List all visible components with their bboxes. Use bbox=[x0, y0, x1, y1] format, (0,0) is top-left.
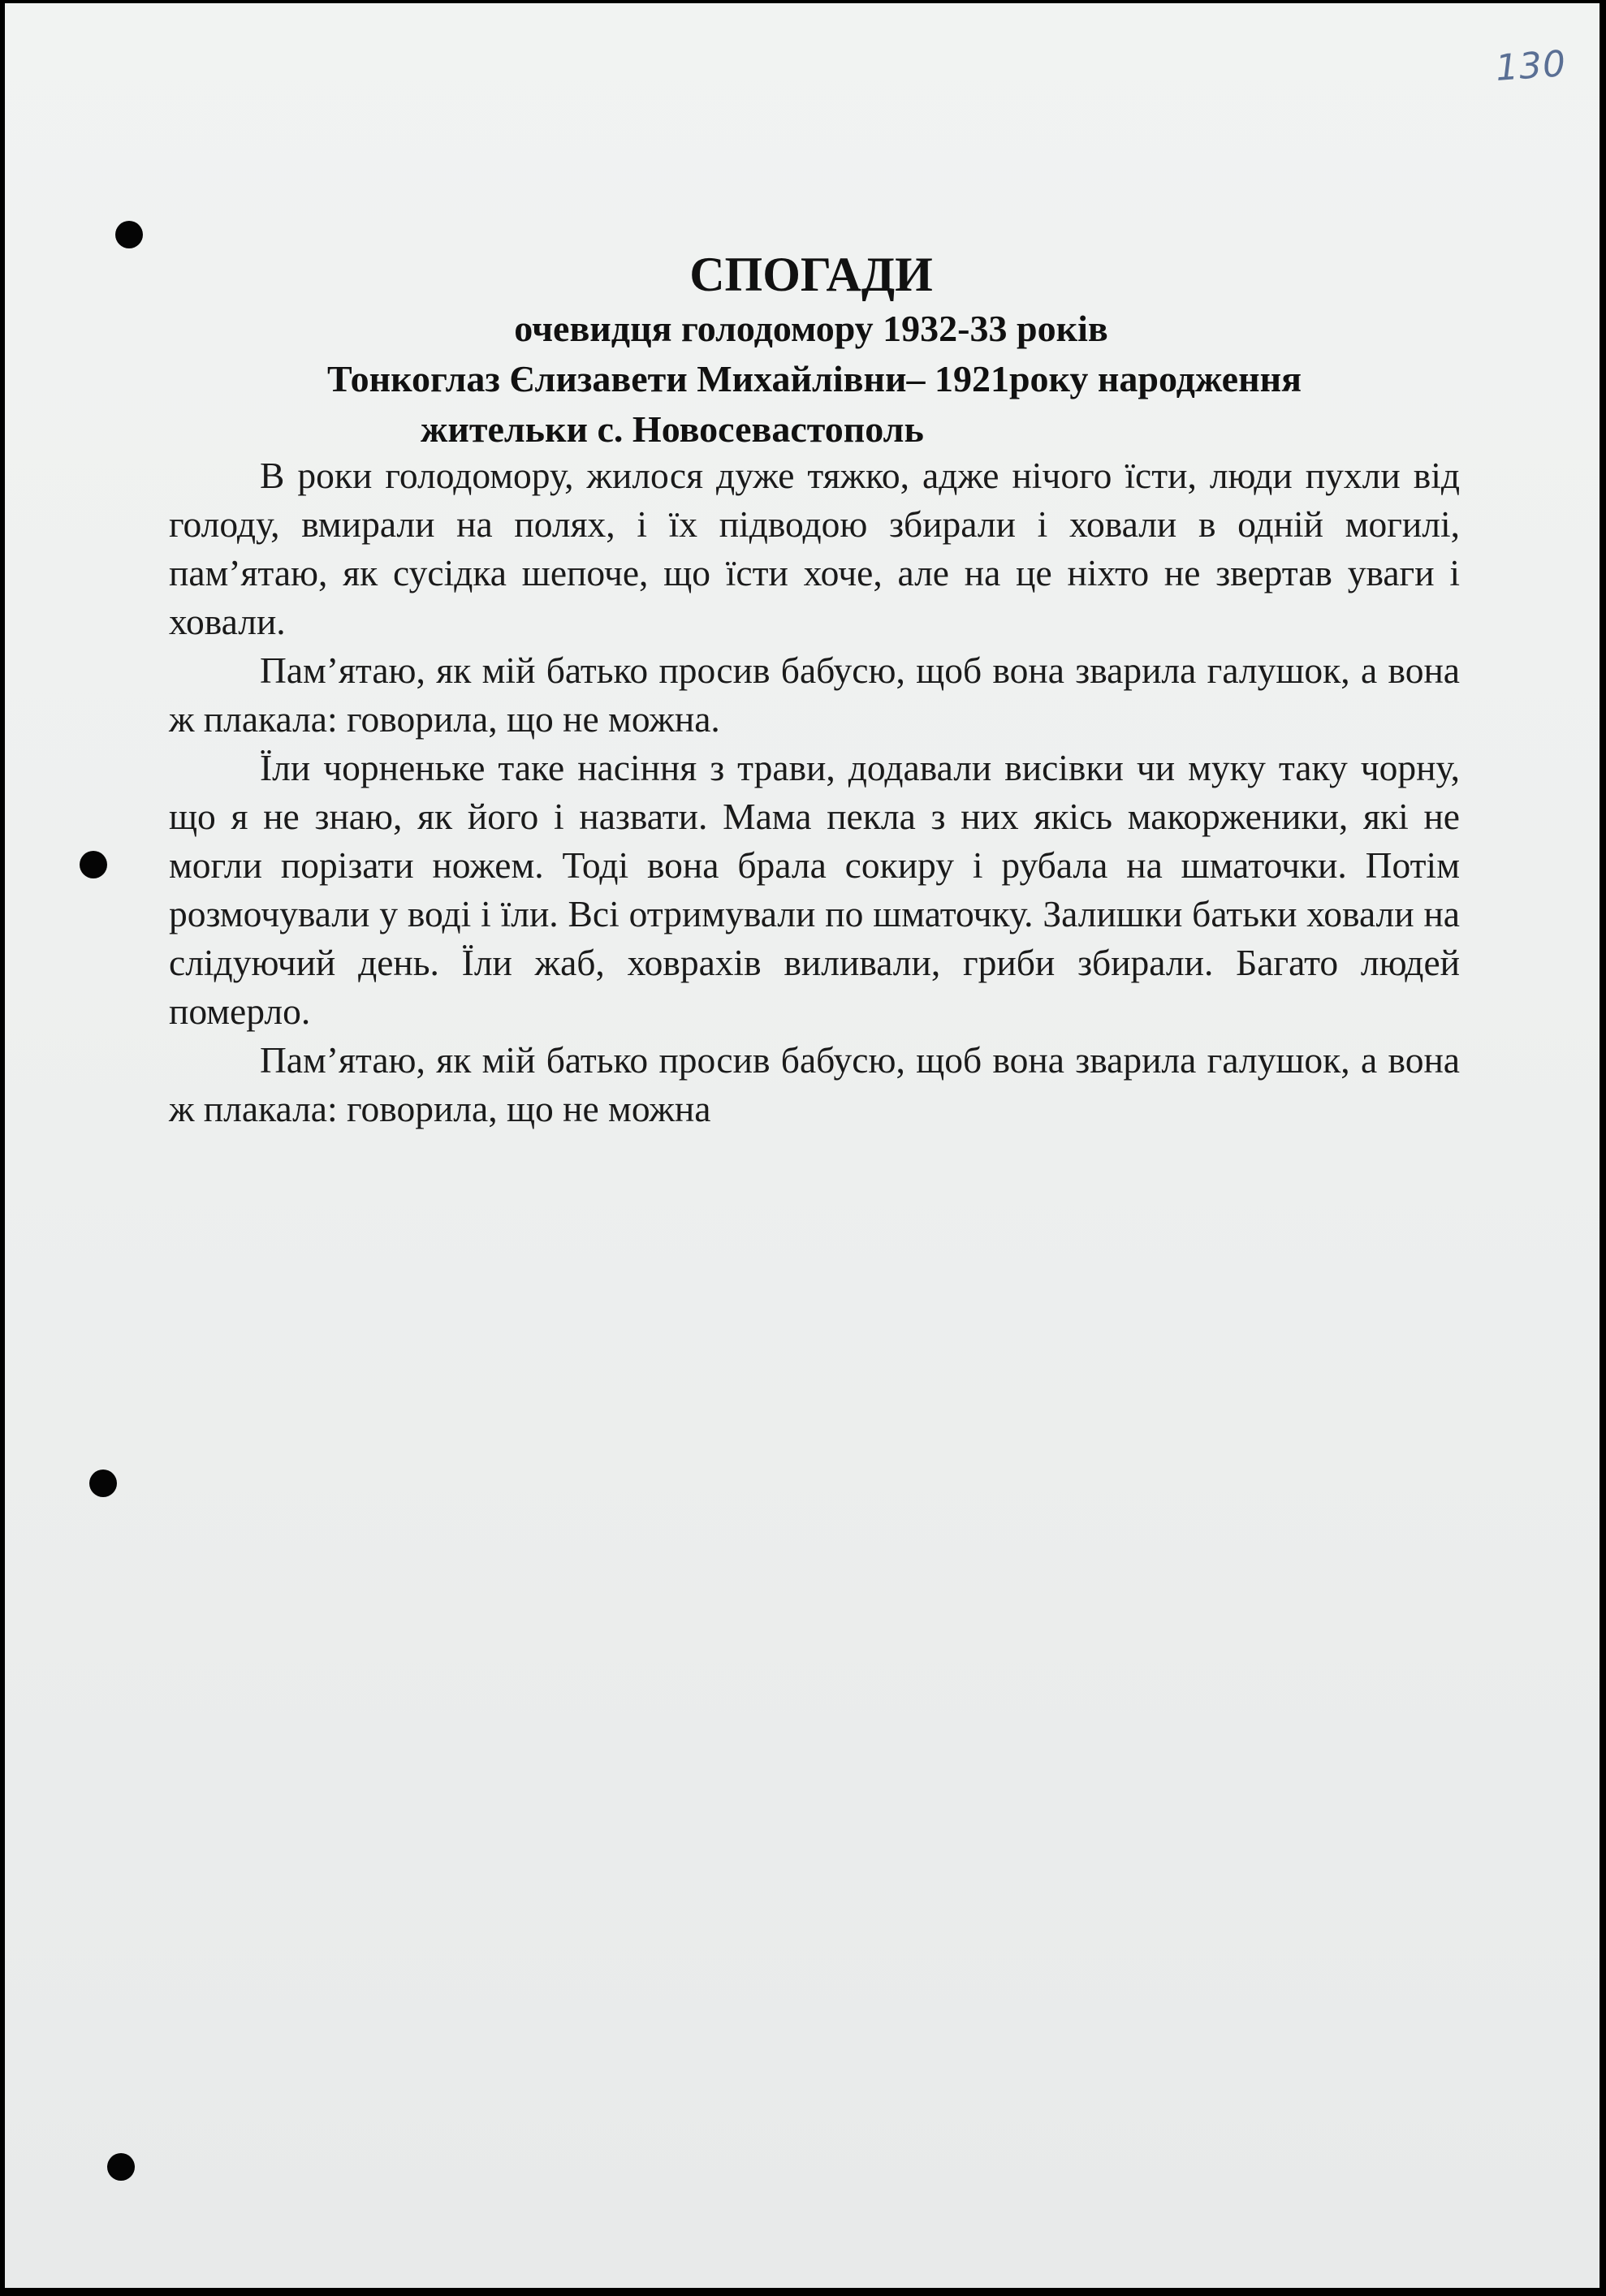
paragraph: Пам’ятаю, як мій батько просив бабусю, щоб вона зварила галушок, а вона ж плакала: говорила, що не можна. bbox=[169, 650, 1460, 740]
paragraph: Їли чорненьке таке насіння з трави, додавали висівки чи муку таку чорну, що я не знаю, як його і назвати. Мама пекла з них якісь макорженики, які не могли порізати ножем. Тоді вона брала сокиру і рубала на шматочки. Потім розмочували у воді і їли. Всі отримували по шматочку. Залишки батьки ховали на слідуючий день. Їли жаб, ховрахів виливали, гриби збирали. Багато людей померло. bbox=[169, 747, 1460, 1032]
paragraph: Пам’ятаю, як мій батько просив бабусю, щоб вона зварила галушок, а вона ж плакала: говорила, що не можна bbox=[169, 1039, 1460, 1129]
memoir-body bbox=[169, 451, 1460, 1133]
subtitle-witness: очевидця голодомору 1932-33 років bbox=[514, 308, 1108, 349]
punch-hole bbox=[89, 1470, 117, 1497]
subtitle-village: жительки с. Новосевастополь bbox=[421, 408, 924, 450]
punch-hole bbox=[107, 2153, 135, 2181]
document-title: СПОГАДИ bbox=[689, 248, 933, 301]
punch-hole bbox=[115, 221, 143, 248]
paragraph: В роки голодомору, жилося дуже тяжко, адже нічого їсти, люди пухли від голоду, вмирали на полях, і їх підводою збирали і ховали в одній могилі, пам’ятаю, як сусідка шепоче, що їсти хоче, але на це ніхто не звертав уваги і ховали. bbox=[169, 455, 1460, 642]
document-page bbox=[5, 3, 1600, 2288]
handwritten-page-number: 130 bbox=[1494, 43, 1568, 89]
punch-hole bbox=[80, 851, 107, 878]
subtitle-name: Тонкоглаз Єлизавети Михайлівни– 1921року народження bbox=[327, 358, 1302, 399]
